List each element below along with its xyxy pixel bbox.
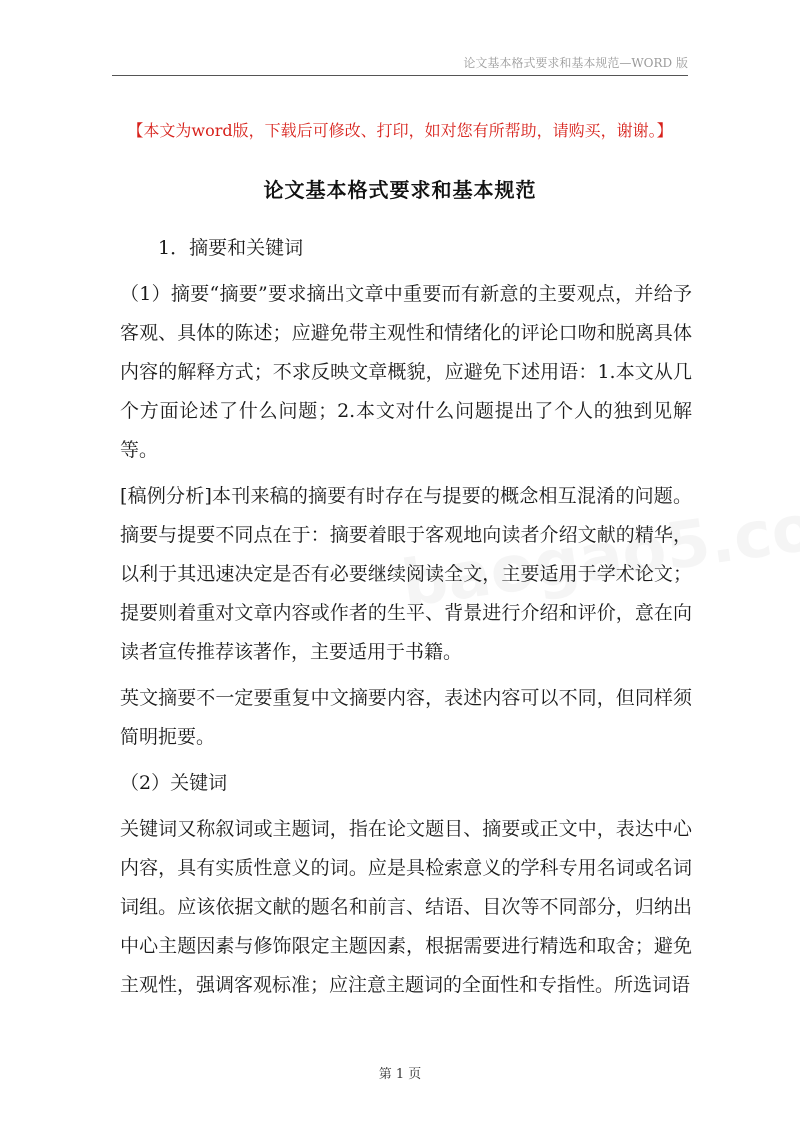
- paragraph-case-analysis: [稿例分析]本刊来稿的摘要有时存在与提要的概念相互混淆的问题。摘要与提要不同点在于：摘要着眼于客观地向读者介绍文献的精华，以利于其迅速决定是否有必要继续阅读全文，主要适用于学术论文；提要则着重对文章内容或作者的生平、背景进行介绍和评价，意在向读者宣传推荐该著作，主要适用于书籍。: [120, 485, 692, 663]
- paragraph-english-abstract: 英文摘要不一定要重复中文摘要内容，表述内容可以不同，但同样须简明扼要。: [120, 687, 692, 748]
- running-header: 论文基本格式要求和基本规范—WORD 版: [463, 56, 688, 70]
- section-heading-abstract-keywords: 1．摘要和关键词: [158, 237, 304, 259]
- paragraph-keywords: 关键词又称叙词或主题词，指在论文题目、摘要或正文中，表达中心内容，具有实质性意义的词。应是具检索意义的学科专用名词或名词词组。应该依据文献的题名和前言、结语、目次等不同部分，归纳出中心主题因素与修饰限定主题因素，根据需要进行精选和取舍；避免主观性，强调客观标准；应注意主题词的全面性和专指性。所选词语: [120, 818, 692, 996]
- document-title: 论文基本格式要求和基本规范: [263, 178, 537, 202]
- document-body: [120, 229, 692, 1012]
- section-heading-keywords: （2）关键词: [120, 772, 228, 794]
- page-number: 第 1 页: [378, 1067, 422, 1082]
- header-divider: [112, 75, 688, 76]
- paragraph-abstract: （1）摘要“摘要”要求摘出文章中重要而有新意的主要观点，并给予客观、具体的陈述；应避免带主观性和情绪化的评论口吻和脱离具体内容的解释方式；不求反映文章概貌，应避免下述用语：1.本文从几个方面论述了什么问题；2.本文对什么问题提出了个人的独到见解等。: [120, 283, 692, 461]
- download-notice: 【本文为word版，下载后可修改、打印，如对您有所帮助，请购买，谢谢。】: [127, 121, 673, 140]
